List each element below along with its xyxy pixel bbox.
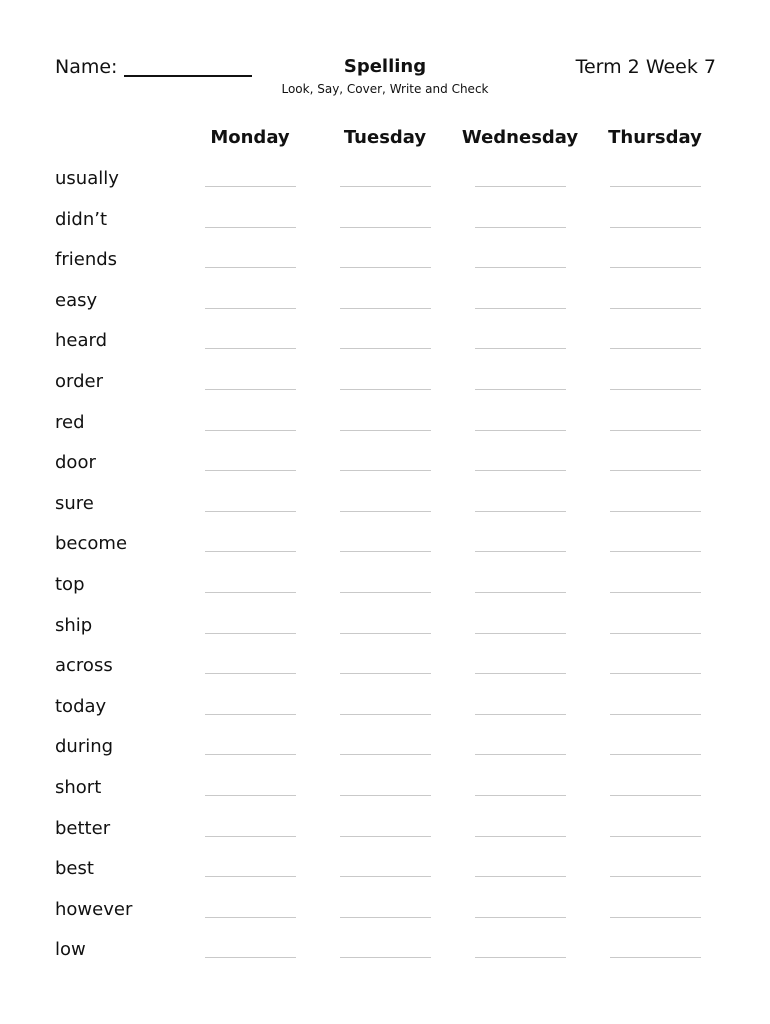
write-line-tuesday[interactable]	[340, 714, 431, 715]
write-line-monday[interactable]	[205, 348, 296, 349]
list-item	[0, 327, 770, 368]
write-line-tuesday[interactable]	[340, 673, 431, 674]
list-item	[0, 368, 770, 409]
spelling-word: ship	[55, 614, 93, 636]
spelling-word: didn’t	[55, 208, 108, 230]
write-line-tuesday[interactable]	[340, 633, 431, 634]
write-line-tuesday[interactable]	[340, 227, 431, 228]
column-header-thursday: Thursday	[608, 127, 702, 148]
name-label: Name:	[55, 56, 118, 78]
write-line-thursday[interactable]	[610, 714, 701, 715]
write-line-wednesday[interactable]	[475, 714, 566, 715]
write-line-wednesday[interactable]	[475, 227, 566, 228]
list-item	[0, 815, 770, 856]
name-write-line[interactable]	[124, 75, 252, 77]
spelling-word: door	[55, 452, 96, 474]
write-line-thursday[interactable]	[610, 836, 701, 837]
write-line-monday[interactable]	[205, 308, 296, 309]
write-line-wednesday[interactable]	[475, 551, 566, 552]
page-title: Spelling	[343, 56, 427, 77]
write-line-thursday[interactable]	[610, 389, 701, 390]
write-line-monday[interactable]	[205, 754, 296, 755]
list-item	[0, 530, 770, 571]
write-line-tuesday[interactable]	[340, 876, 431, 877]
spelling-word: during	[55, 736, 114, 758]
write-line-monday[interactable]	[205, 186, 296, 187]
write-line-monday[interactable]	[205, 633, 296, 634]
list-item	[0, 896, 770, 937]
list-item	[0, 774, 770, 815]
write-line-tuesday[interactable]	[340, 430, 431, 431]
write-line-thursday[interactable]	[610, 754, 701, 755]
write-line-tuesday[interactable]	[340, 795, 431, 796]
write-line-tuesday[interactable]	[340, 389, 431, 390]
spelling-word: best	[55, 858, 94, 880]
write-line-wednesday[interactable]	[475, 754, 566, 755]
write-line-monday[interactable]	[205, 227, 296, 228]
spelling-word: order	[55, 370, 103, 392]
write-line-thursday[interactable]	[610, 876, 701, 877]
write-line-monday[interactable]	[205, 917, 296, 918]
spelling-word: usually	[55, 168, 119, 189]
write-line-thursday[interactable]	[610, 227, 701, 228]
write-line-monday[interactable]	[205, 551, 296, 552]
list-item	[0, 490, 770, 531]
write-line-tuesday[interactable]	[340, 592, 431, 593]
write-line-thursday[interactable]	[610, 551, 701, 552]
list-item	[0, 246, 770, 287]
list-item	[0, 936, 770, 977]
list-item	[0, 855, 770, 896]
write-line-thursday[interactable]	[610, 470, 701, 471]
write-line-monday[interactable]	[205, 714, 296, 715]
write-line-thursday[interactable]	[610, 511, 701, 512]
spelling-word: heard	[55, 330, 108, 352]
write-line-thursday[interactable]	[610, 795, 701, 796]
write-line-monday[interactable]	[205, 470, 296, 471]
list-item	[0, 449, 770, 490]
spelling-word: however	[55, 898, 133, 920]
write-line-wednesday[interactable]	[475, 836, 566, 837]
write-line-tuesday[interactable]	[340, 551, 431, 552]
write-line-tuesday[interactable]	[340, 917, 431, 918]
write-line-monday[interactable]	[205, 957, 296, 958]
write-line-monday[interactable]	[205, 876, 296, 877]
term-week-label: Term 2 Week 7	[575, 56, 716, 78]
write-line-wednesday[interactable]	[475, 389, 566, 390]
write-line-tuesday[interactable]	[340, 754, 431, 755]
spelling-word: short	[55, 776, 102, 798]
write-line-thursday[interactable]	[610, 633, 701, 634]
spelling-word: across	[55, 655, 113, 677]
write-line-monday[interactable]	[205, 389, 296, 390]
write-line-wednesday[interactable]	[475, 430, 566, 431]
write-line-wednesday[interactable]	[475, 348, 566, 349]
list-item	[0, 571, 770, 612]
write-line-wednesday[interactable]	[475, 470, 566, 471]
write-line-tuesday[interactable]	[340, 836, 431, 837]
column-header-monday: Monday	[210, 127, 290, 148]
write-line-wednesday[interactable]	[475, 186, 566, 187]
write-line-wednesday[interactable]	[475, 308, 566, 309]
write-line-wednesday[interactable]	[475, 957, 566, 958]
list-item	[0, 693, 770, 734]
write-line-tuesday[interactable]	[340, 470, 431, 471]
list-item	[0, 733, 770, 774]
write-line-monday[interactable]	[205, 267, 296, 268]
write-line-tuesday[interactable]	[340, 186, 431, 187]
write-line-monday[interactable]	[205, 673, 296, 674]
list-item	[0, 206, 770, 247]
write-line-tuesday[interactable]	[340, 957, 431, 958]
spelling-word: become	[55, 533, 128, 555]
write-line-wednesday[interactable]	[475, 876, 566, 877]
write-line-tuesday[interactable]	[340, 308, 431, 309]
write-line-tuesday[interactable]	[340, 511, 431, 512]
write-line-thursday[interactable]	[610, 308, 701, 309]
write-line-wednesday[interactable]	[475, 917, 566, 918]
write-line-wednesday[interactable]	[475, 267, 566, 268]
spelling-word: today	[55, 695, 107, 717]
write-line-thursday[interactable]	[610, 673, 701, 674]
spelling-word: sure	[55, 492, 94, 514]
write-line-thursday[interactable]	[610, 430, 701, 431]
write-line-thursday[interactable]	[610, 592, 701, 593]
write-line-monday[interactable]	[205, 592, 296, 593]
write-line-wednesday[interactable]	[475, 633, 566, 634]
write-line-monday[interactable]	[205, 795, 296, 796]
page-subtitle: Look, Say, Cover, Write and Check	[281, 82, 489, 96]
write-line-monday[interactable]	[205, 836, 296, 837]
list-item	[0, 409, 770, 450]
write-line-wednesday[interactable]	[475, 511, 566, 512]
write-line-thursday[interactable]	[610, 348, 701, 349]
write-line-tuesday[interactable]	[340, 267, 431, 268]
column-header-tuesday: Tuesday	[343, 127, 427, 148]
write-line-thursday[interactable]	[610, 957, 701, 958]
write-line-wednesday[interactable]	[475, 673, 566, 674]
write-line-tuesday[interactable]	[340, 348, 431, 349]
spelling-word: friends	[55, 249, 118, 271]
list-item	[0, 612, 770, 653]
write-line-wednesday[interactable]	[475, 592, 566, 593]
spelling-word: low	[55, 939, 86, 961]
write-line-thursday[interactable]	[610, 267, 701, 268]
spelling-word: better	[55, 817, 111, 839]
list-item	[0, 652, 770, 693]
write-line-thursday[interactable]	[610, 917, 701, 918]
list-item	[0, 165, 770, 206]
write-line-thursday[interactable]	[610, 186, 701, 187]
column-header-wednesday: Wednesday	[461, 127, 579, 148]
write-line-wednesday[interactable]	[475, 795, 566, 796]
spelling-word: red	[55, 411, 85, 433]
write-line-monday[interactable]	[205, 430, 296, 431]
spelling-word-list	[0, 165, 770, 977]
list-item	[0, 287, 770, 328]
write-line-monday[interactable]	[205, 511, 296, 512]
spelling-word: easy	[55, 289, 98, 311]
spelling-word: top	[55, 573, 85, 595]
